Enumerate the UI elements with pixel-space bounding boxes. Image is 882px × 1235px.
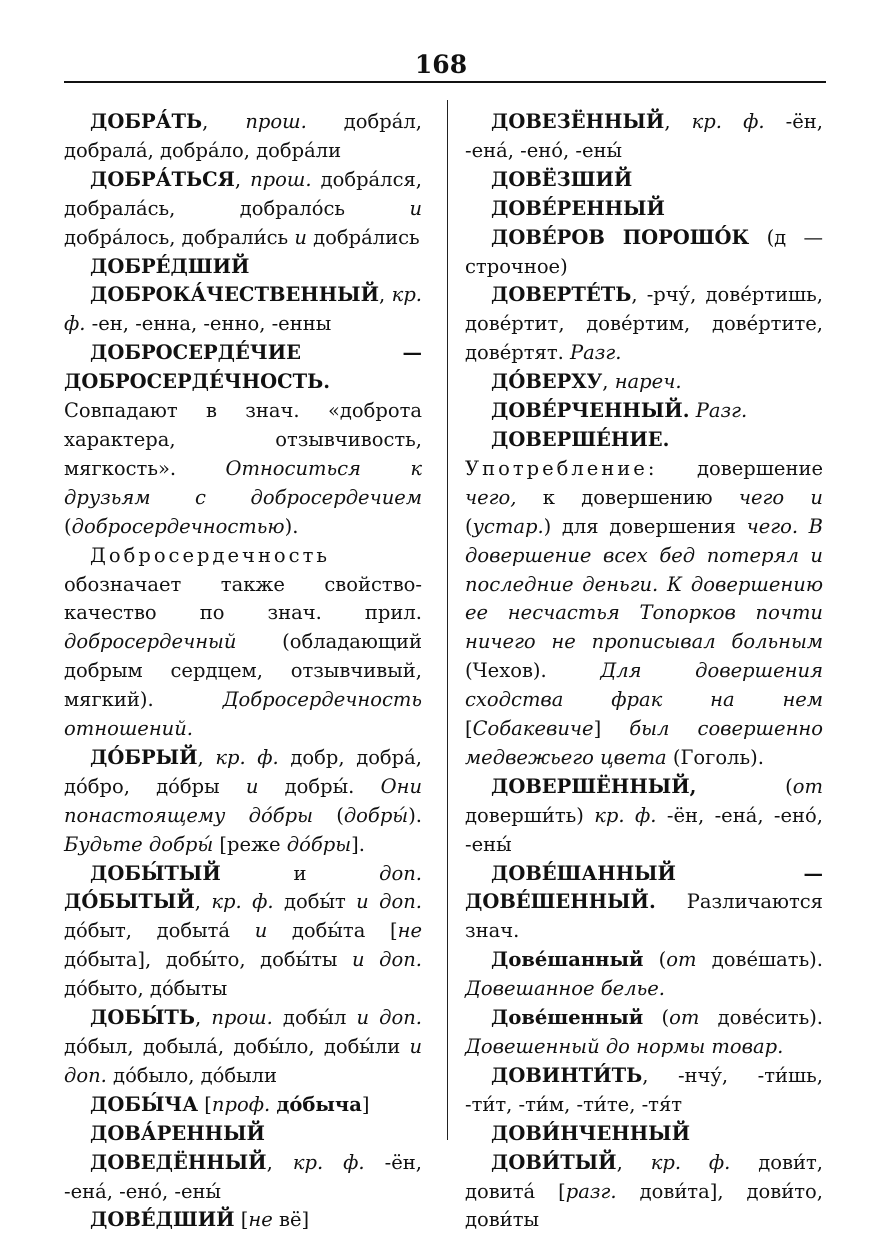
- headword: ДОБЫ́ТЬ: [90, 1006, 196, 1030]
- text-run: добы́л: [272, 1006, 357, 1030]
- dictionary-entry: [465, 224, 823, 282]
- text-run: ,: [202, 110, 246, 133]
- text-run: Совпадают в знач. «доброта характера, отзывчивость, мягкость».: [64, 399, 422, 480]
- text-run: доверши́ть): [465, 803, 595, 827]
- text-run: до́было, до́были: [106, 1063, 277, 1087]
- italic-text: от: [669, 1006, 700, 1030]
- text-run: , -рчу́, дове́ртишь, дове́ртит, дове́ртим, дове́ртите, дове́ртят.: [465, 283, 823, 365]
- text-run: добра́лись: [306, 225, 420, 249]
- text-run: добр, добра́, до́бро, до́бры: [64, 745, 422, 798]
- text-run: добра́л, добрала́, добра́ло, добра́ли: [64, 110, 422, 162]
- text-run: -ён, -ена́, -ено́, -ены́: [465, 803, 823, 856]
- text-run: добры́.: [258, 774, 381, 798]
- header-rule: [64, 81, 826, 83]
- italic-text: добры́: [343, 803, 409, 827]
- italic-text: добросердечный: [64, 630, 237, 654]
- italic-text: чего. В довершение всех бед потерял и последние деньги. К довершению ее несчастья Топорков почти ничего не прописывал больным: [465, 514, 823, 654]
- dictionary-entry: [465, 426, 823, 773]
- text-run: до́быта], добы́то, добы́ты: [64, 948, 352, 972]
- italic-text: проф.: [211, 1092, 271, 1116]
- dictionary-entry: [465, 773, 823, 860]
- dictionary-entry: [64, 281, 422, 339]
- text-run: ,: [194, 890, 212, 914]
- column-divider: [447, 100, 448, 1140]
- italic-text: разг.: [565, 1179, 617, 1203]
- text-run: (: [643, 1006, 670, 1030]
- text-run: -ён, -ена́, -ено́, -ены́: [64, 1150, 422, 1203]
- italic-text: прош.: [211, 1006, 273, 1030]
- text-run: ,: [616, 1150, 651, 1174]
- text-run: (Гоголь).: [666, 745, 764, 769]
- italic-text: чего,: [465, 485, 517, 509]
- text-run: довершение: [657, 456, 823, 480]
- dictionary-entry: [465, 946, 823, 1004]
- dictionary-entry: [64, 1091, 422, 1120]
- italic-text: от: [792, 774, 823, 798]
- headword: до́быча: [276, 1092, 362, 1116]
- text-run: [реже: [213, 832, 287, 856]
- italic-text: не: [397, 919, 422, 943]
- headword: ДОБРЕ́ДШИЙ: [90, 254, 250, 278]
- text-run: (д — строчное): [465, 225, 824, 278]
- dictionary-entry: [465, 368, 823, 397]
- headword: ДОВИ́НЧЕННЫЙ: [491, 1121, 691, 1145]
- italic-text: и доп.: [356, 1006, 422, 1030]
- text-run: ).: [408, 803, 422, 827]
- text-run: до́быт, добыта́: [64, 919, 255, 943]
- text-run: ].: [351, 832, 365, 856]
- headword: ДОВЕРШЁННЫЙ,: [491, 774, 697, 798]
- italic-text: и доп.: [352, 948, 422, 972]
- text-run: ]: [361, 1092, 370, 1116]
- dictionary-entry: [465, 281, 823, 368]
- dictionary-entry: [465, 1062, 823, 1120]
- headword: ДОВЕ́ДШИЙ: [90, 1208, 235, 1232]
- headword: ДОБРА́ТЬ: [90, 110, 203, 133]
- italic-text: Для довершения сходства фрак на нем: [465, 659, 823, 712]
- text-run: ) для довершения: [543, 514, 747, 538]
- italic-text: и: [254, 919, 268, 943]
- italic-text: кр. ф.: [594, 803, 657, 827]
- italic-text: доп.: [379, 861, 422, 885]
- dictionary-entry: [64, 542, 422, 744]
- text-run: (обладающий добрым сердцем, отзывчивый, мягкий).: [64, 630, 422, 712]
- italic-text: был совершенно медвежьего цвета: [465, 717, 823, 769]
- dictionary-entry: [64, 860, 422, 1005]
- italic-text: кр. ф.: [292, 1150, 365, 1174]
- italic-text: кр. ф.: [211, 890, 274, 914]
- italic-text: добросердечностью: [71, 514, 285, 538]
- headword: ДОВЁЗШИЙ: [491, 167, 633, 191]
- text-run: ,: [266, 1150, 293, 1174]
- text-run: добы́т: [273, 890, 357, 914]
- text-run: ,: [664, 110, 692, 133]
- text-run: ,: [602, 370, 615, 394]
- text-run: добы́та [: [267, 919, 398, 943]
- italic-text: устар.: [472, 514, 544, 538]
- dictionary-entry: [465, 195, 823, 224]
- italic-text: и: [409, 196, 422, 220]
- italic-text: Довешенный до нормы товар.: [465, 1035, 784, 1058]
- headword: ДОБЫ́ТЫЙ: [90, 861, 221, 885]
- italic-text: не: [248, 1208, 273, 1232]
- text-run: ).: [284, 514, 299, 538]
- text-run: к довершению: [516, 485, 739, 509]
- italic-text: кр. ф.: [650, 1150, 731, 1174]
- text-run: [: [465, 717, 473, 741]
- headword: ДОВЕ́ШАННЫЙ — ДОВЕ́ШЕННЫЙ.: [465, 861, 823, 914]
- text-run: (Чехов).: [465, 659, 601, 683]
- page-number: 168: [414, 50, 468, 79]
- text-run: (: [696, 774, 793, 798]
- headword: ДОБРОКА́ЧЕСТВЕННЫЙ: [90, 283, 380, 307]
- headword: ДОВИНТИ́ТЬ: [491, 1063, 643, 1087]
- text-run: и: [220, 861, 380, 885]
- headword: ДОБРОСЕРДЕ́ЧИЕ — ДОБРОСЕРДЕ́ЧНОСТЬ.: [64, 341, 422, 394]
- text-run: (: [312, 803, 344, 827]
- dictionary-entry: [64, 1004, 422, 1091]
- dictionary-entry: [64, 166, 422, 253]
- italic-text: Будьте добры́: [64, 832, 214, 856]
- text-run: до́быто, до́быты: [64, 977, 228, 1001]
- text-run: [: [198, 1092, 212, 1116]
- headword: ДО́ВЕРХУ: [491, 370, 603, 394]
- text-run: до́был, добыла́, добы́ло, добы́ли: [64, 1035, 410, 1058]
- italic-text: от: [666, 948, 697, 972]
- spaced-text: Употребление:: [465, 456, 658, 480]
- italic-text: Собакевиче: [472, 717, 594, 741]
- text-run: дови́т, довита́ [: [465, 1150, 823, 1203]
- italic-text: и доп.: [356, 890, 422, 914]
- text-run: , -нчу́, -ти́шь, -ти́т, -ти́м, -ти́те, -тя́т: [465, 1063, 823, 1116]
- italic-text: чего и: [738, 485, 823, 509]
- italic-text: и: [294, 225, 307, 249]
- right-column: [465, 108, 823, 1235]
- headword: ДОВЕ́РЕННЫЙ: [491, 196, 665, 220]
- headword: ДОВЕЗЁННЫЙ: [491, 110, 665, 133]
- headword: ДОВА́РЕННЫЙ: [90, 1121, 265, 1145]
- text-run: добра́лся, добрала́сь, добрало́сь: [64, 167, 422, 220]
- text-run: -ен, -енна, -енно, -енны: [85, 312, 332, 336]
- italic-text: Они понастоящему до́бры: [64, 774, 422, 827]
- italic-text: прош.: [245, 110, 307, 133]
- text-run: Различаются знач.: [465, 890, 823, 943]
- headword: ДОВЕ́РЧЕННЫЙ.: [491, 399, 690, 423]
- dictionary-entry: [465, 108, 823, 166]
- headword: ДО́БЫТЫЙ: [64, 890, 195, 914]
- italic-text: и: [245, 774, 259, 798]
- italic-text: Относиться к друзьям с добросердечием: [64, 456, 422, 509]
- italic-text: Довешанное белье.: [465, 977, 665, 1001]
- text-run: обозначает также свойство-качество по знач. прил.: [64, 572, 422, 625]
- dictionary-entry: [64, 1206, 422, 1235]
- dictionary-entry: [465, 1120, 823, 1149]
- text-run: (: [465, 514, 473, 538]
- text-run: (: [643, 948, 667, 972]
- dictionary-entry: [465, 860, 823, 947]
- left-column: [64, 108, 422, 1235]
- dictionary-entry: [64, 108, 422, 166]
- headword: ДО́БРЫЙ: [90, 745, 198, 769]
- text-run: (: [64, 514, 72, 538]
- dictionary-entry: [465, 397, 823, 426]
- headword: ДОВЕДЁННЫЙ: [90, 1150, 267, 1174]
- text-run: вё]: [272, 1208, 310, 1232]
- text-run: -ён, -ена́, -ено́, -ены́: [465, 110, 823, 162]
- italic-text: Добросердечность отношений.: [64, 688, 422, 741]
- headword: ДОВЕРШЕ́НИЕ.: [491, 427, 670, 451]
- dictionary-entry: [64, 1120, 422, 1149]
- italic-text: нареч.: [614, 370, 682, 394]
- italic-text: до́бры: [286, 832, 352, 856]
- text-run: ,: [195, 1006, 212, 1030]
- text-run: ,: [379, 283, 392, 307]
- italic-text: кр. ф.: [691, 110, 765, 133]
- italic-text: и доп.: [64, 1035, 422, 1087]
- italic-text: кр. ф.: [64, 283, 422, 336]
- dictionary-entry: [64, 253, 422, 282]
- spaced-text: Добросердечность: [90, 543, 331, 567]
- dictionary-entry: [64, 339, 422, 541]
- text-run: ]: [593, 717, 630, 741]
- text-run: добра́лось, добрали́сь: [64, 225, 295, 249]
- italic-text: Разг.: [570, 341, 622, 365]
- text-run: дови́та], дови́то, дови́ты: [465, 1179, 823, 1232]
- headword: Дове́шенный: [491, 1006, 644, 1030]
- dictionary-entry: [64, 744, 422, 860]
- headword: ДОБЫ́ЧА: [90, 1092, 199, 1116]
- dictionary-entry: [465, 1004, 823, 1062]
- dictionary-entry: [64, 1149, 422, 1207]
- italic-text: прош.: [250, 167, 312, 191]
- headword: ДОВИ́ТЫЙ: [491, 1150, 617, 1174]
- headword: ДОБРА́ТЬСЯ: [90, 167, 235, 191]
- italic-text: кр. ф.: [215, 745, 279, 769]
- headword: ДОВЕРТЕ́ТЬ: [491, 283, 632, 307]
- text-run: дове́шать).: [696, 948, 823, 972]
- italic-text: Разг.: [695, 399, 748, 423]
- text-run: ,: [197, 745, 216, 769]
- headword: ДОВЕ́РОВ ПОРОШО́К: [491, 225, 750, 249]
- text-run: дове́сить).: [699, 1006, 823, 1030]
- headword: Дове́шанный: [491, 948, 644, 972]
- dictionary-entry: [465, 166, 823, 195]
- text-run: [: [234, 1208, 249, 1232]
- text-run: ,: [234, 167, 251, 191]
